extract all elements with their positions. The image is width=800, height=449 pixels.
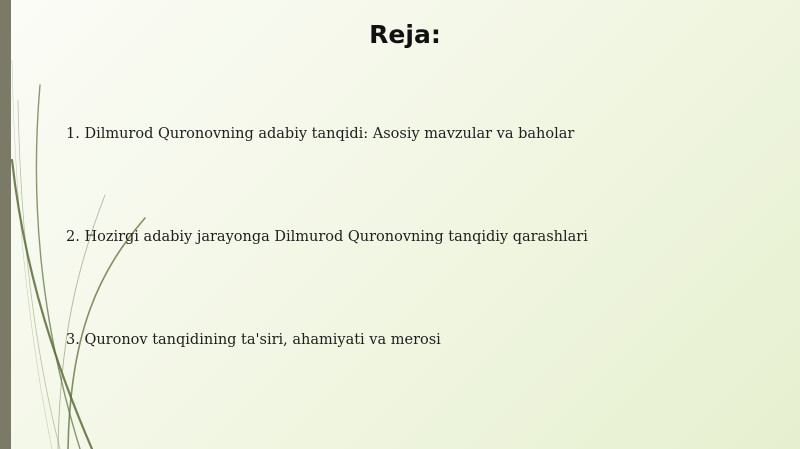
decorative-grass-lines [0, 0, 160, 449]
plan-item-1: 1. Dilmurod Quronovning adabiy tanqidi: Asosiy mavzular va baholar [66, 126, 575, 142]
plan-item-3: 3. Quronov tanqidining ta'siri, ahamiyati va merosi [66, 332, 441, 348]
slide-title: Reja: [369, 20, 441, 49]
plan-item-2: 2. Hozirgi adabiy jarayonga Dilmurod Quronovning tanqidiy qarashlari [66, 229, 588, 245]
